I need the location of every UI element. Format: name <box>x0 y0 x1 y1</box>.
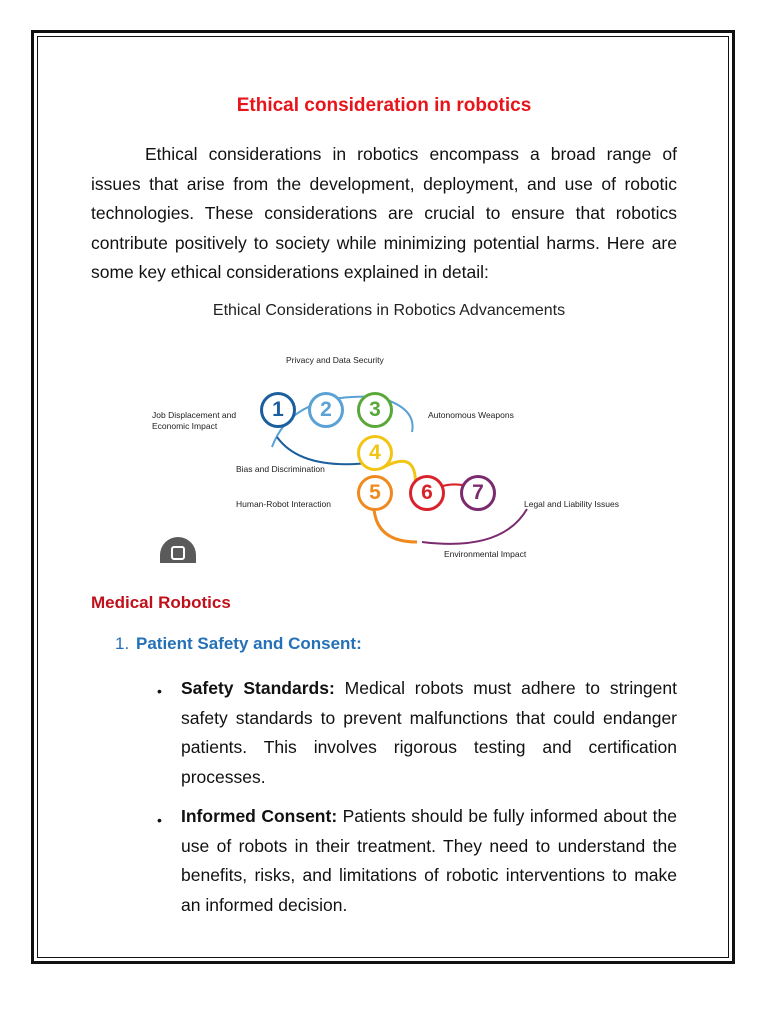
step-circle-5: 5 <box>357 475 393 511</box>
step-circle-4: 4 <box>357 435 393 471</box>
section-heading: Medical Robotics <box>91 593 231 612</box>
bullet-marker: • <box>157 683 162 699</box>
step-circle-6: 6 <box>409 475 445 511</box>
intro-paragraph <box>91 140 677 288</box>
label-bias: Bias and Discrimination <box>236 464 325 474</box>
label-hri: Human-Robot Interaction <box>236 499 331 509</box>
label-privacy: Privacy and Data Security <box>286 355 384 365</box>
bullet-informed-consent <box>181 802 677 920</box>
document-title: Ethical consideration in robotics <box>236 95 532 116</box>
label-job: Job Displacement and Economic Impact <box>152 410 237 431</box>
step-circle-1: 1 <box>260 392 296 428</box>
label-autonomous: Autonomous Weapons <box>428 410 514 420</box>
ethics-diagram <box>152 297 626 562</box>
diagram-title: Ethical Considerations in Robotics Advancements <box>212 302 566 319</box>
bullet-body: Patients should be fully informed about the use of robots in their treatment. They need to understand the benefits, risks, and limitations of robotic interventions to make an informed decision. <box>181 806 677 915</box>
step-circle-7: 7 <box>460 475 496 511</box>
swoosh-end <box>422 509 527 544</box>
swoosh-bottom <box>374 509 417 542</box>
step-circle-2: 2 <box>308 392 344 428</box>
label-environment: Environmental Impact <box>444 549 527 559</box>
bullet-term: Safety Standards: <box>181 678 335 698</box>
intro-text: Ethical considerations in robotics encompass a broad range of issues that arise from the development, deployment, and use of robotic technologies. These considerations are crucial to ensure that robotics contribute positively to society while minimizing potential harms. Here are some key ethical considerations explained in detail: <box>91 144 677 282</box>
list-item-number: 1. <box>115 634 130 653</box>
bullet-safety-standards <box>181 674 677 792</box>
bullet-body: Medical robots must adhere to stringent safety standards to prevent malfunctions that could endanger patients. This involves rigorous testing and certification processes. <box>181 678 677 787</box>
label-legal: Legal and Liability Issues <box>524 499 619 509</box>
bullet-marker: • <box>157 812 162 828</box>
list-item-title: Patient Safety and Consent: <box>136 634 362 653</box>
step-circle-3: 3 <box>357 392 393 428</box>
bullet-term: Informed Consent: <box>181 806 338 826</box>
